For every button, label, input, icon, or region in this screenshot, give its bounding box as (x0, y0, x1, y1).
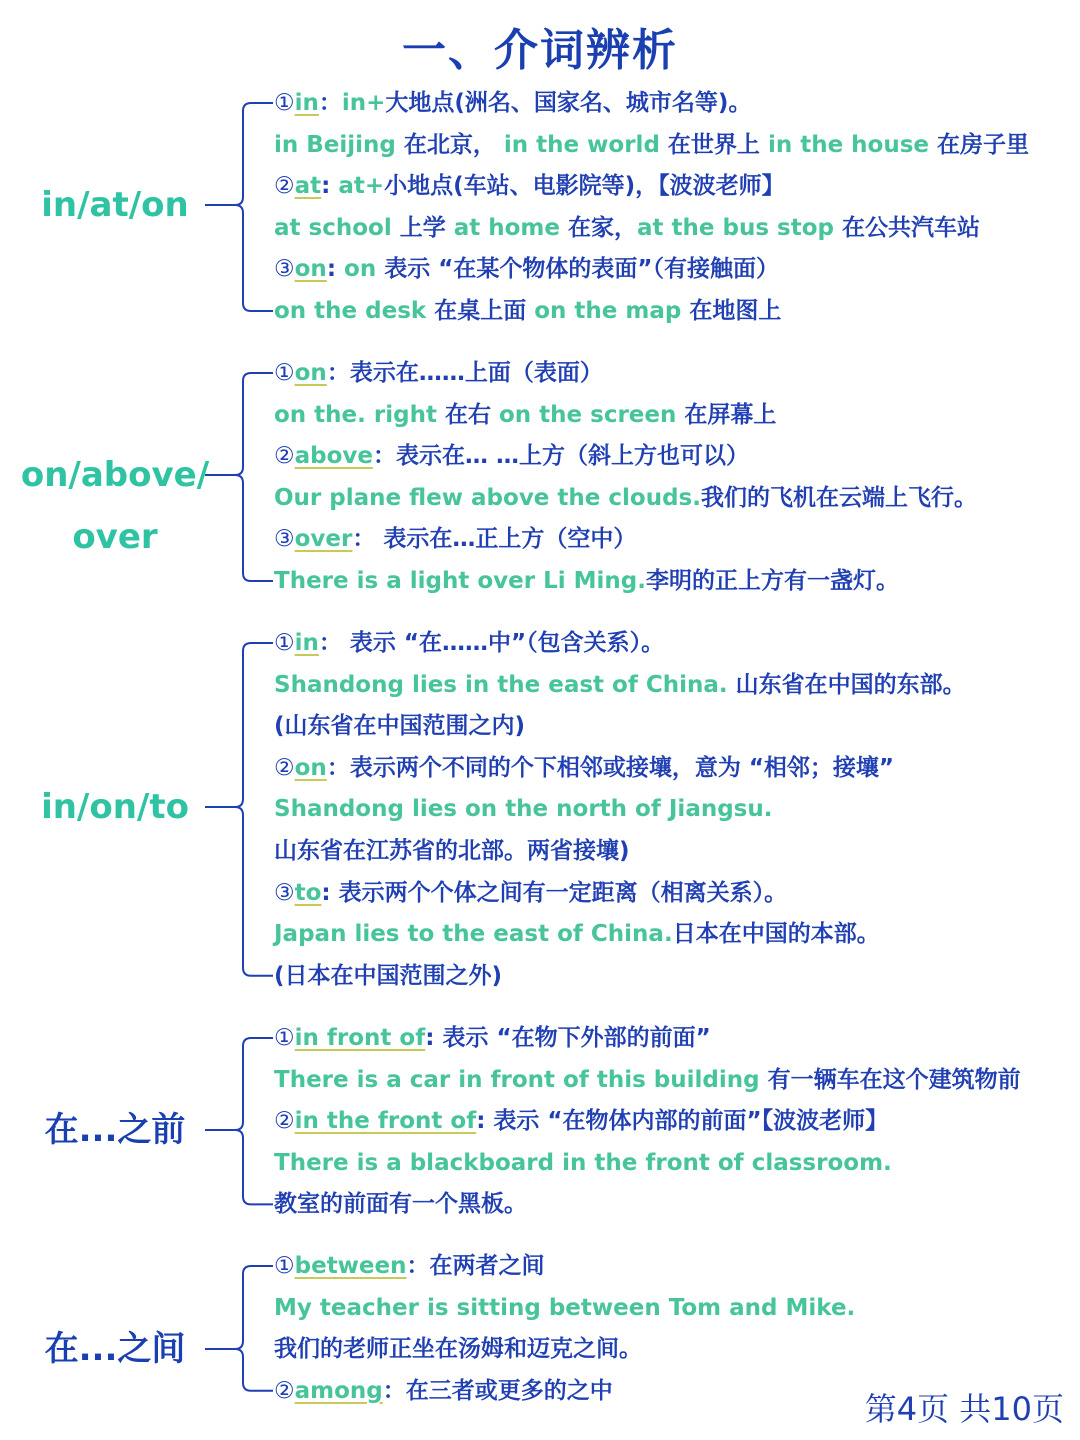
topic-label: over (72, 517, 158, 557)
note-line (274, 566, 899, 596)
section-between (0, 1251, 1080, 1406)
example-text: on the map (534, 298, 690, 324)
note-line (274, 628, 664, 658)
example-text: There is a blackboard in the front of classroom. (274, 1149, 892, 1176)
explanation-text: ② (274, 443, 295, 470)
keyword: in (294, 630, 319, 656)
note-line (274, 1376, 613, 1406)
explanation-text: (日本在中国范围之外) (274, 962, 503, 989)
brace-icon (205, 88, 280, 326)
explanation-text: : (326, 256, 345, 283)
note-line (274, 483, 977, 513)
explanation-text: ③ (274, 256, 295, 283)
note-line (274, 358, 603, 388)
explanation-text: ：表示在… …上方（斜上方也可以） (373, 443, 750, 470)
example-text: on the screen (498, 401, 685, 428)
explanation-text: 在公共汽车站 (842, 214, 981, 241)
example-text: Shandong lies in the east of China. (274, 671, 736, 698)
brace-icon (205, 1023, 280, 1219)
keyword: to (294, 879, 322, 906)
note-line (274, 670, 966, 700)
explanation-text: ② (274, 1108, 295, 1135)
section-in-front (0, 1023, 1080, 1219)
note-line (274, 1189, 527, 1219)
note-line (274, 961, 502, 991)
keyword: above (294, 443, 374, 470)
explanation-text: 教室的前面有一个黑板。 (274, 1191, 527, 1218)
explanation-text: ：在两者之间 (406, 1253, 545, 1279)
note-line (274, 296, 781, 326)
note-line (274, 213, 980, 243)
explanation-text: 山东省在江苏省的北部。两省接壤) (274, 838, 630, 864)
example-text: Japan lies to the east of China. (274, 921, 673, 948)
topic-label: 在...之间 (44, 1329, 186, 1369)
note-line (274, 171, 785, 201)
topic-label: on/above/ (20, 455, 210, 495)
section-in-at-on (0, 88, 1080, 326)
note-line (274, 524, 636, 554)
explanation-text: ③ (274, 526, 295, 553)
note-line (274, 919, 880, 949)
explanation-text: ③ (274, 879, 295, 906)
explanation-text: : 表示 “在物下外部的前面” (425, 1025, 711, 1051)
explanation-text: ：表示在……上面（表面） (326, 360, 603, 386)
explanation-text: ： 表示在…正上方（空中） (352, 526, 637, 553)
example-text: in the world (503, 131, 668, 158)
keyword: on (294, 256, 327, 283)
explanation-text: 李明的正上方有一盏灯。 (645, 568, 899, 594)
explanation-text: 山东省在中国的东部。 (735, 671, 966, 698)
section-in-on-to (0, 628, 1080, 991)
note-line (274, 836, 630, 866)
explanation-text: ：表示两个不同的个下相邻或接壤，意为 “相邻；接壤” (326, 754, 895, 781)
note-line (274, 1334, 642, 1364)
explanation-text: 在右 (444, 401, 499, 428)
topic-label: in/on/to (41, 787, 189, 827)
explanation-text: ① (274, 630, 295, 656)
note-line (274, 254, 779, 284)
explanation-text: ① (274, 1253, 295, 1279)
note-line (274, 794, 772, 824)
explanation-text: 有一辆车在这个建筑物前 (767, 1066, 1021, 1093)
page-number: 第4页 共10页 (864, 1390, 1064, 1428)
explanation-text: 在北京， (403, 131, 504, 158)
note-line (274, 711, 525, 741)
note-line (274, 1106, 888, 1136)
explanation-text: ② (274, 173, 295, 200)
explanation-text: : 表示两个个体之间有一定距离（相离关系）。 (321, 879, 788, 906)
explanation-text: 我们的老师正坐在汤姆和迈克之间。 (274, 1336, 642, 1363)
example-text: Our plane flew above the clouds. (274, 484, 701, 511)
example-text: at the bus stop (637, 214, 843, 241)
note-line (274, 400, 776, 430)
explanation-text: 表示 “在某个物体的表面”（有接触面） (384, 256, 779, 283)
note-line (274, 441, 749, 471)
example-text: at home (453, 214, 569, 241)
keyword: at (294, 173, 322, 200)
note-line (274, 1148, 892, 1178)
example-text: at+ (338, 173, 385, 200)
section-on-above-over (0, 358, 1080, 596)
example-text: My teacher is sitting between Tom and Mike. (274, 1294, 856, 1321)
explanation-text: 在屏幕上 (684, 401, 777, 428)
explanation-text: 在桌上面 (434, 298, 535, 324)
explanation-text: 在世界上 (667, 131, 768, 158)
explanation-text: 我们的飞机在云端上飞行。 (700, 484, 977, 511)
example-text: in the house (767, 131, 938, 158)
keyword: in (294, 90, 319, 116)
explanation-text: (山东省在中国范围之内) (274, 713, 526, 740)
explanation-text: 日本在中国的本部。 (672, 921, 880, 948)
example-text: in Beijing (274, 131, 404, 158)
example-text: on the. right (274, 401, 445, 428)
explanation-text: ① (274, 360, 295, 386)
keyword: in front of (294, 1025, 426, 1051)
example-text: in+ (341, 90, 386, 116)
note-line (274, 130, 1029, 160)
keyword: in the front of (294, 1108, 477, 1135)
explanation-text: ① (274, 1025, 295, 1051)
explanation-text: ① (274, 90, 295, 116)
explanation-text: 在家， (568, 214, 638, 241)
explanation-text: : (321, 173, 339, 200)
topic-label: 在...之前 (44, 1110, 186, 1150)
example-text: at school (274, 214, 400, 241)
example-text: There is a car in front of this building (274, 1066, 768, 1093)
example-text: Shandong lies on the north of Jiangsu. (274, 796, 773, 823)
note-line (274, 1065, 1021, 1095)
explanation-text: 在房子里 (937, 131, 1030, 158)
example-text: There is a light over Li Ming. (274, 568, 646, 594)
explanation-text: 上学 (399, 214, 454, 241)
explanation-text: 在地图上 (689, 298, 782, 324)
explanation-text: ② (274, 754, 295, 781)
example-text: on (344, 256, 385, 283)
brace-icon (205, 358, 280, 596)
keyword: over (294, 526, 353, 553)
explanation-text: 小地点(车站、电影院等)，【波波老师】 (384, 173, 785, 200)
keyword: on (294, 360, 327, 386)
note-line (274, 1251, 545, 1281)
example-text: on the desk (274, 298, 435, 324)
explanation-text: : 表示 “在物体内部的前面”【波波老师】 (476, 1108, 889, 1135)
note-line (274, 1293, 855, 1323)
note-line (274, 753, 894, 783)
keyword: among (294, 1377, 383, 1404)
topic-label: in/at/on (41, 185, 189, 225)
keyword: on (294, 754, 327, 781)
explanation-text: ： 表示 “在……中”（包含关系）。 (318, 630, 665, 656)
explanation-text: ： (318, 90, 342, 116)
note-line (274, 878, 787, 908)
brace-icon (205, 628, 280, 991)
page-title: 一、介词辨析 (402, 25, 678, 76)
note-line (274, 1023, 711, 1053)
explanation-text: ：在三者或更多的之中 (382, 1377, 613, 1404)
brace-icon (205, 1251, 280, 1406)
explanation-text: ② (274, 1377, 295, 1404)
keyword: between (294, 1253, 407, 1279)
note-line (274, 88, 751, 118)
explanation-text: 大地点(洲名、国家名、城市名等)。 (385, 90, 752, 116)
